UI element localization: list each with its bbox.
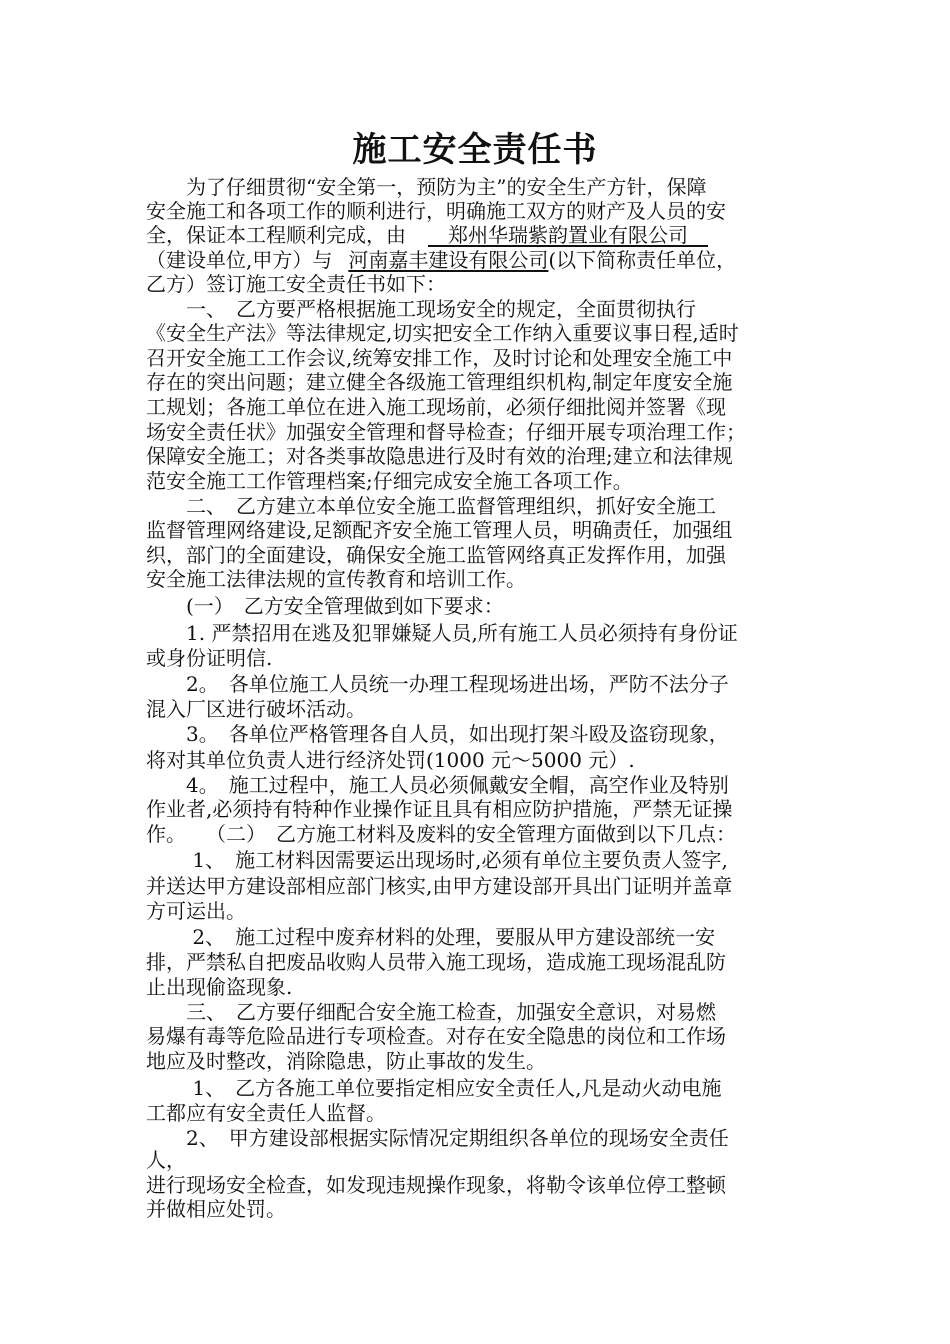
paragraph-line: 止出现偷盗现象. <box>146 975 293 999</box>
paragraph-line: 2。 各单位施工人员统一办理工程现场进出场，严防不法分子 <box>146 672 729 696</box>
paragraph-line: 地应及时整改，消除隐患，防止事故的发生。 <box>146 1049 546 1073</box>
paragraph-line: 或身份证明信. <box>146 646 273 670</box>
document-title: 施工安全责任书 <box>352 130 598 170</box>
paragraph-line <box>146 248 816 272</box>
paragraph-line: 2、 施工过程中废弃材料的处理，要服从甲方建设部统一安 <box>146 925 716 949</box>
paragraph-text: （建设单位,甲方）与 <box>146 248 333 272</box>
paragraph-line: 排，严禁私自把废品收购人员带入施工现场，造成施工现场混乱防 <box>146 950 726 974</box>
paragraph-line: 混入厂区进行破坏活动。 <box>146 697 366 721</box>
paragraph-line <box>146 223 816 247</box>
paragraph-line: 3。 各单位严格管理各自人员，如出现打架斗殴及盗窃现象， <box>146 722 729 746</box>
paragraph-line: 监督管理网络建设,足额配齐安全施工管理人员，明确责任，加强组 <box>146 518 733 542</box>
paragraph-line: 三、 乙方要仔细配合安全施工检查，加强安全意识，对易燃 <box>146 1000 716 1024</box>
paragraph-line: 易爆有毒等危险品进行专项检查。对存在安全隐患的岗位和工作场 <box>146 1024 726 1048</box>
paragraph-line: 为了仔细贯彻“安全第一，预防为主”的安全生产方针，保障 <box>146 175 707 199</box>
paragraph-line: 进行现场安全检查，如发现违规操作现象，将勒令该单位停工整顿 <box>146 1173 726 1197</box>
paragraph-line: 并做相应处罚。 <box>146 1197 286 1221</box>
paragraph-line: 《安全生产法》等法律规定,切实把安全工作纳入重要议事日程,适时 <box>146 321 739 345</box>
paragraph-line: 二、 乙方建立本单位安全施工监督管理组织，抓好安全施工 <box>146 494 716 518</box>
paragraph-line: 场安全责任状》加强安全管理和督导检查；仔细开展专项治理工作； <box>146 420 746 444</box>
paragraph-line: 并送达甲方建设部相应部门核实,由甲方建设部开具出门证明并盖章 <box>146 874 733 898</box>
paragraph-line: 将对其单位负责人进行经济处罚(1000 元～5000 元）. <box>146 748 635 772</box>
paragraph-line: 范安全施工工作管理档案;仔细完成安全施工各项工作。 <box>146 469 633 493</box>
paragraph-line: (一） 乙方安全管理做到如下要求： <box>146 594 504 618</box>
paragraph-line: 1. 严禁招用在逃及犯罪嫌疑人员,所有施工人员必须持有身份证 <box>146 621 738 645</box>
paragraph-line: 作。 （二） 乙方施工材料及废料的安全管理方面做到以下几点： <box>146 822 736 846</box>
paragraph-line: 安全施工法律法规的宣传教育和培训工作。 <box>146 567 526 591</box>
paragraph-line: 保障安全施工；对各类事故隐患进行及时有效的治理;建立和法律规 <box>146 444 733 468</box>
paragraph-line: 召开安全施工工作会议,统筹安排工作，及时讨论和处理安全施工中 <box>146 346 733 370</box>
paragraph-line: 人， <box>146 1148 186 1172</box>
paragraph-line: 1、 施工材料因需要运出现场时,必须有单位主要负责人签字, <box>146 848 728 872</box>
paragraph-line: 存在的突出问题；建立健全各级施工管理组织机构,制定年度安全施 <box>146 370 733 394</box>
paragraph-line: 工都应有安全责任人监督。 <box>146 1101 386 1125</box>
paragraph-line: 作业者,必须持有特种作业操作证且具有相应防护措施，严禁无证操 <box>146 797 733 821</box>
paragraph-line: 一、 乙方要严格根据施工现场安全的规定，全面贯彻执行 <box>146 297 696 321</box>
paragraph-line: 乙方）签订施工安全责任书如下： <box>146 272 446 296</box>
paragraph-line: 4。 施工过程中，施工人员必须佩戴安全帽，高空作业及特别 <box>146 773 729 797</box>
paragraph-line: 工规划；各施工单位在进入施工现场前，必须仔细批阅并签署《现 <box>146 395 726 419</box>
paragraph-line: 安全施工和各项工作的顺利进行，明确施工双方的财产及人员的安 <box>146 199 726 223</box>
party-a-name: 郑州华瑞紫韵置业有限公司 <box>428 223 708 247</box>
paragraph-line: 2、 甲方建设部根据实际情况定期组织各单位的现场安全责任 <box>146 1126 729 1150</box>
paragraph-line: 方可运出。 <box>146 899 246 923</box>
party-b-name: 河南嘉丰建设有限公司 <box>348 248 549 272</box>
paragraph-line: 织，部门的全面建设，确保安全施工监管网络真正发挥作用，加强 <box>146 543 726 567</box>
paragraph-text: 全，保证本工程顺利完成，由 <box>146 223 406 247</box>
paragraph-text: (以下简称责任单位， <box>548 248 737 272</box>
paragraph-line: 1、 乙方各施工单位要指定相应安全责任人,凡是动火动电施 <box>146 1076 722 1100</box>
